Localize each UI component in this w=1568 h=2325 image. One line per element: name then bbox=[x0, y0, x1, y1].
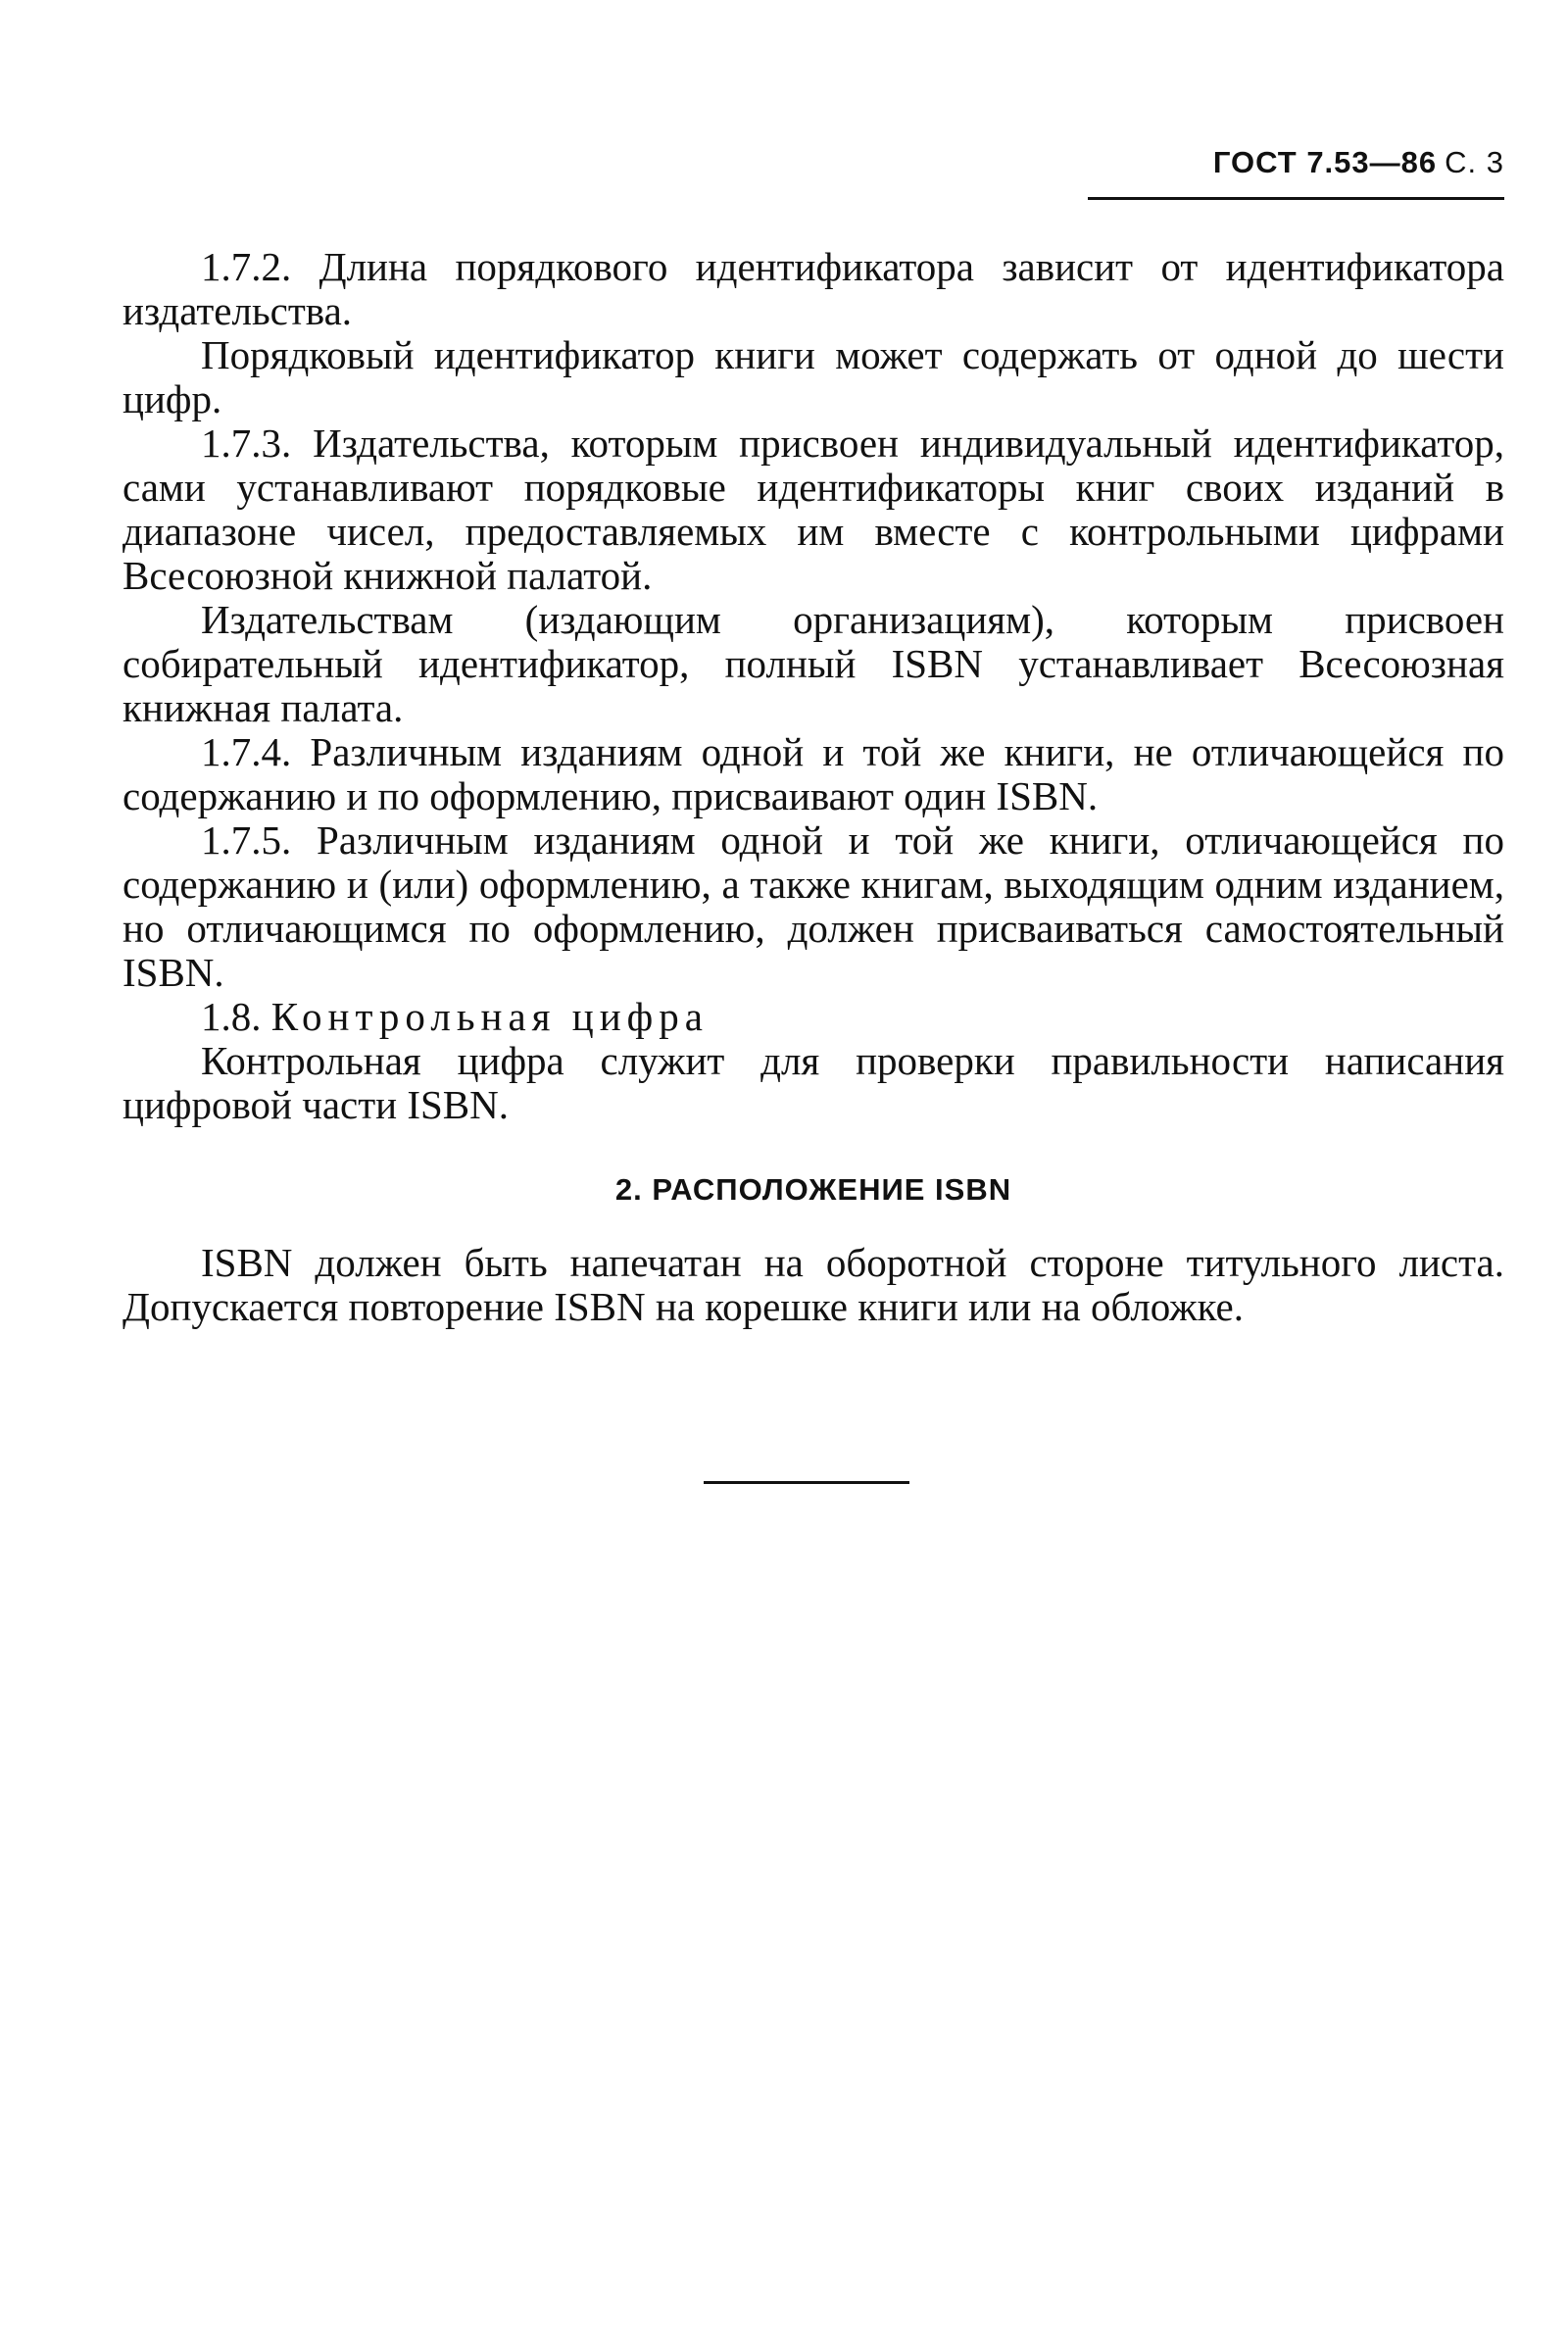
section-2-body bbox=[122, 1241, 1504, 1329]
paragraph-1-7-3: 1.7.3. Издательства, которым присвоен индивидуальный идентификатор, сами устанавливают порядковые идентификаторы книг своих изданий в диапазоне чисел, предоставляемых им вместе с контрольными цифрами Всесоюзной книжной палатой. bbox=[122, 420, 1504, 598]
end-rule bbox=[704, 1481, 909, 1484]
page-number: С. 3 bbox=[1445, 145, 1504, 179]
subsection-1-8-heading bbox=[122, 995, 1504, 1039]
subsection-number: 1.8. bbox=[201, 994, 262, 1039]
standard-number: ГОСТ 7.53—86 bbox=[1212, 145, 1438, 179]
subsection-title: Контрольная цифра bbox=[270, 994, 709, 1039]
paragraph-1-7-2: 1.7.2. Длина порядкового идентификатора зависит от идентификатора издательства. bbox=[122, 244, 1504, 333]
paragraph-isbn-placement: ISBN должен быть напечатан на оборотной стороне титульного листа. Допускается повторение ISBN на корешке книги или на обложке. bbox=[122, 1240, 1504, 1329]
paragraph-1-7-4: 1.7.4. Различным изданиям одной и той же книги, не отличающейся по содержанию и по оформлению, присваивают один ISBN. bbox=[122, 729, 1504, 818]
section-2-heading: 2. РАСПОЛОЖЕНИЕ ISBN bbox=[614, 1172, 1012, 1207]
header-rule bbox=[1088, 197, 1504, 200]
paragraph-ordinal-identifier: Порядковый идентификатор книги может содержать от одной до шести цифр. bbox=[122, 332, 1504, 421]
paragraph-collective-identifier: Издательствам (издающим организациям), которым присвоен собирательный идентификатор, полный ISBN устанавливает Всесоюзная книжная палата. bbox=[122, 597, 1504, 730]
paragraph-check-digit: Контрольная цифра служит для проверки правильности написания цифровой части ISBN. bbox=[122, 1038, 1504, 1127]
body-text bbox=[122, 245, 1504, 1127]
page-header bbox=[1088, 145, 1504, 180]
paragraph-1-7-5: 1.7.5. Различным изданиям одной и той же книги, отличающейся по содержанию и (или) оформлению, а также книгам, выходящим одним изданием, но отличающимся по оформлению, должен присваиваться самостоятельный ISBN. bbox=[122, 817, 1504, 995]
